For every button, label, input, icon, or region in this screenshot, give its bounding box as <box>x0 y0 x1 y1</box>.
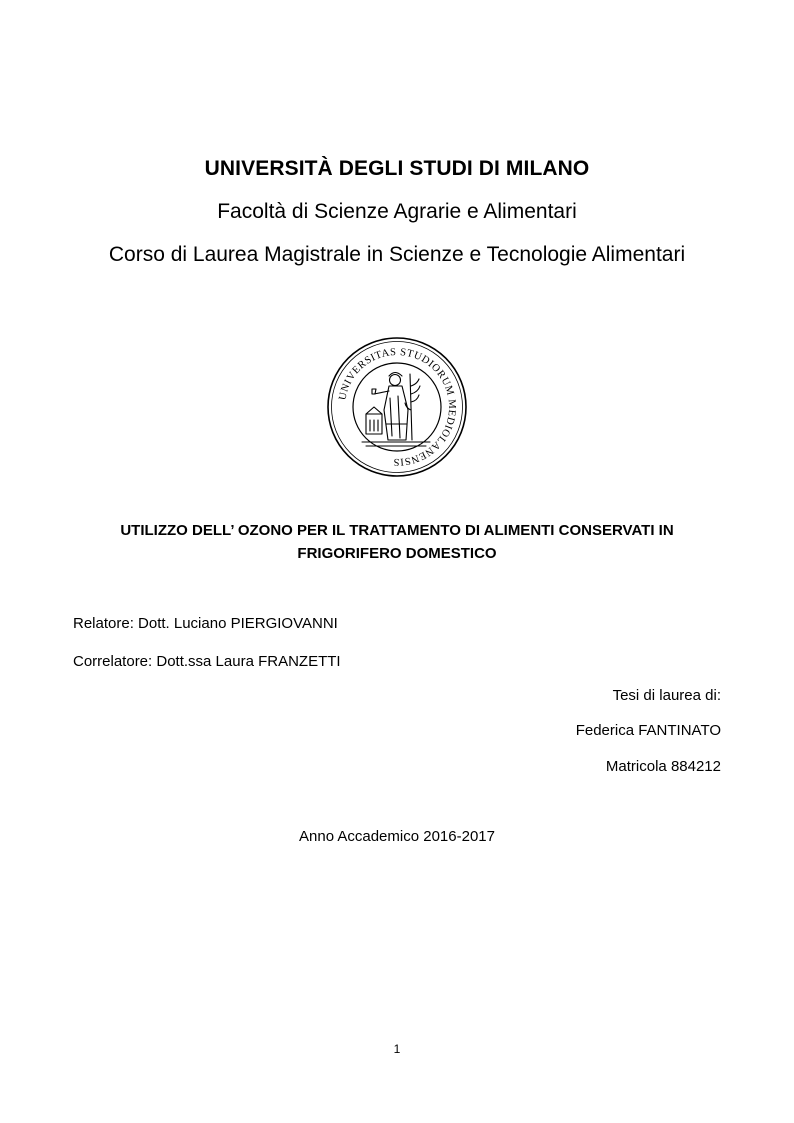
academic-year: Anno Accademico 2016-2017 <box>299 828 495 845</box>
university-seal-icon <box>326 336 468 478</box>
svg-text:UNIVERSITAS STUDIORUM MEDIOLAN <box>337 347 457 467</box>
faculty-name: Facoltà di Scienze Agrarie e Alimentari <box>217 200 577 223</box>
relatore-line: Relatore: Dott. Luciano PIERGIOVANNI <box>73 615 338 632</box>
university-name: UNIVERSITÀ DEGLI STUDI DI MILANO <box>204 157 590 180</box>
course-name: Corso di Laurea Magistrale in Scienze e Tecnologie Alimentari <box>108 243 686 266</box>
thesis-title-line-1: UTILIZZO DELL’ OZONO PER IL TRATTAMENTO DI ALIMENTI CONSERVATI IN <box>120 522 674 539</box>
thesis-title-line-2: FRIGORIFERO DOMESTICO <box>297 545 497 562</box>
thesis-of-label: Tesi di laurea di: <box>612 687 721 704</box>
seal-ring-text: UNIVERSITAS STUDIORUM MEDIOLANENSIS <box>337 346 458 468</box>
student-matricola: Matricola 884212 <box>605 758 721 775</box>
student-name: Federica FANTINATO <box>575 722 721 739</box>
page-number: 1 <box>393 1042 401 1056</box>
correlatore-line: Correlatore: Dott.ssa Laura FRANZETTI <box>73 653 341 670</box>
